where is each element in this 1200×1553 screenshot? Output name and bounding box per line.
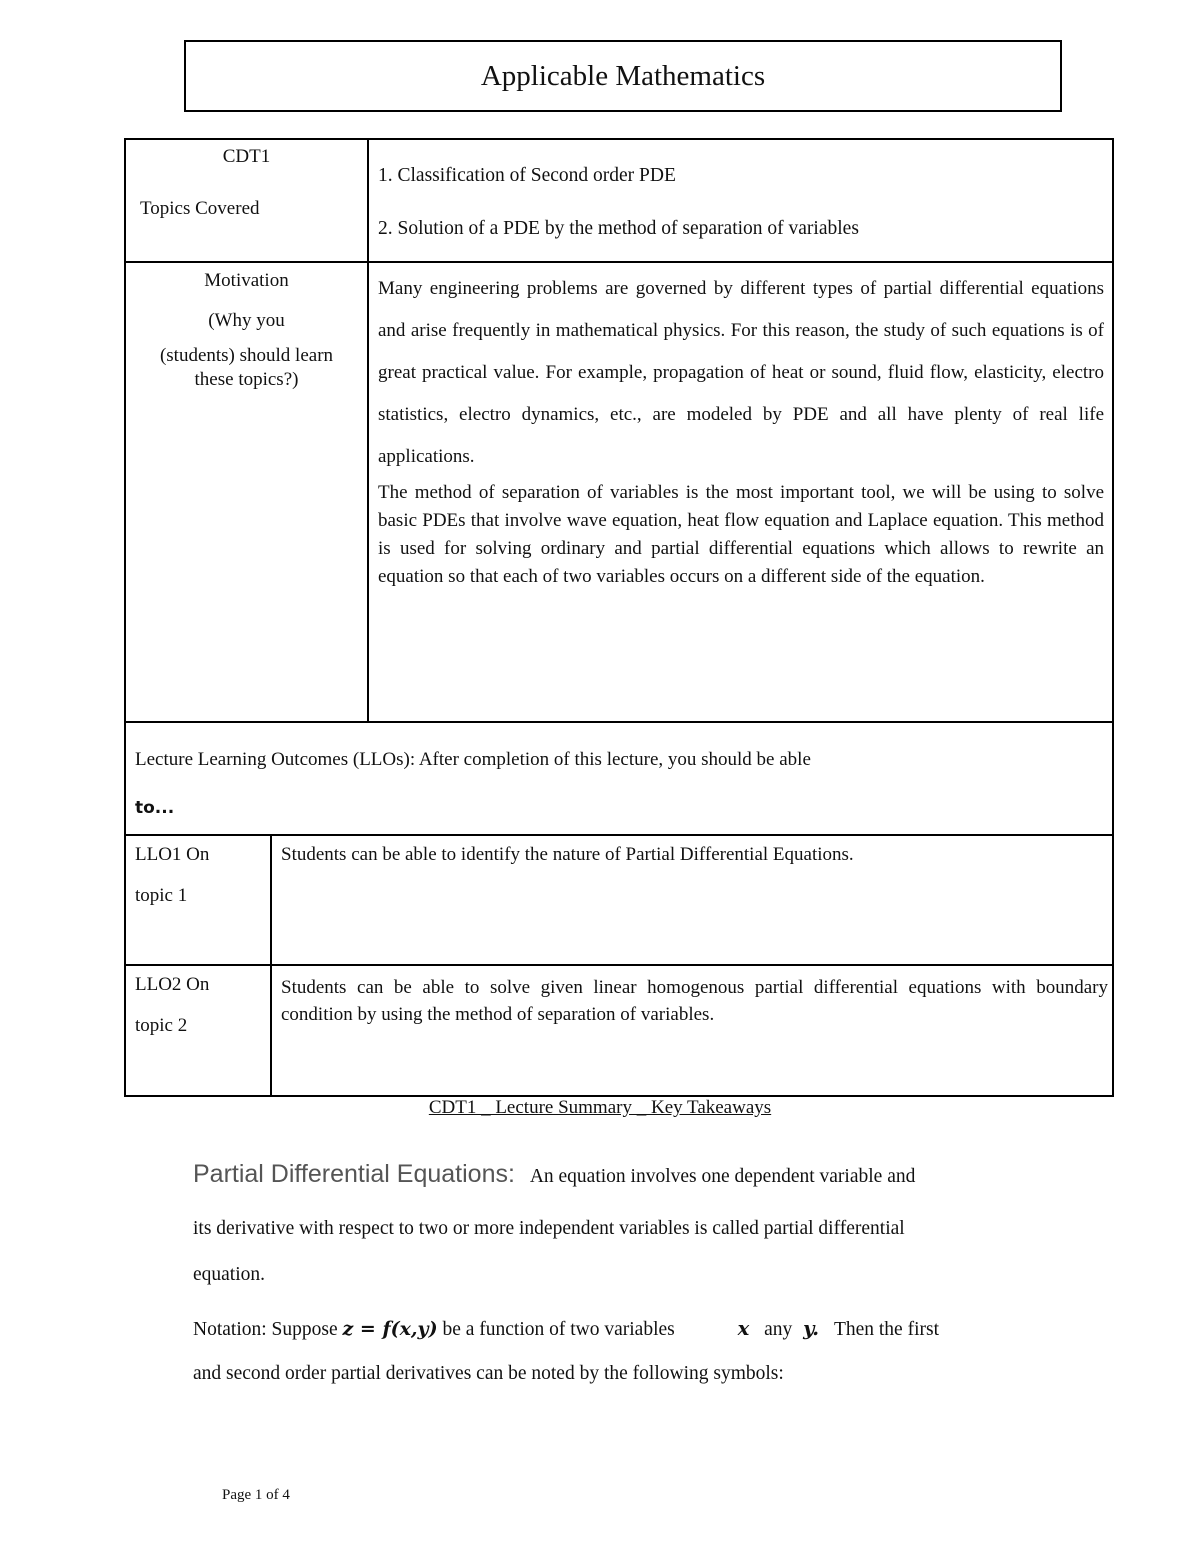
llo2-label-line1: LLO2 On bbox=[135, 974, 210, 995]
table-divider bbox=[124, 834, 1114, 836]
pde-heading: Partial Differential Equations: bbox=[193, 1160, 515, 1188]
page-number: Page 1 of 4 bbox=[222, 1487, 290, 1503]
llo2-label bbox=[135, 974, 209, 1037]
notation-x: x bbox=[737, 1317, 750, 1340]
notation-formula: z = f(x,y) bbox=[342, 1318, 438, 1340]
motivation-label: Motivation bbox=[204, 270, 289, 291]
llo1-label-line1: LLO1 On bbox=[135, 844, 210, 865]
llo1-text: Students can be able to identify the nature of Partial Differential Equations. bbox=[281, 844, 854, 865]
llo1-label bbox=[135, 844, 209, 907]
llo1-label-line2: topic 1 bbox=[135, 885, 188, 906]
motivation-paragraph-2: The method of separation of variables is the most important tool, we will be using to solve basic PDEs that involve wave equation, heat flow equation and Laplace equation. This method is used for solving ordinary and partial differential equations which allows to rewrite an equation so that each of two variables occurs on a different side of the equation. bbox=[378, 482, 1104, 587]
notation-any: any bbox=[764, 1319, 793, 1340]
table-divider bbox=[124, 721, 1114, 723]
notation-line bbox=[193, 1317, 939, 1341]
llo2-text: Students can be able to solve given linear homogenous partial differential equations with boundary condition by using the method of separation of variables. bbox=[281, 977, 1108, 1025]
table-divider bbox=[270, 834, 272, 1096]
notation-y: y. bbox=[803, 1317, 820, 1340]
table-divider bbox=[124, 261, 1114, 263]
table-divider bbox=[367, 138, 369, 722]
motivation-label-cell bbox=[126, 270, 367, 391]
notation-prefix: Notation: Suppose bbox=[193, 1319, 338, 1340]
llo-intro-continued: to... bbox=[135, 798, 175, 818]
cdt-label-cell bbox=[126, 146, 367, 168]
document-title: Applicable Mathematics bbox=[480, 59, 766, 92]
notation-then: Then the first bbox=[833, 1319, 939, 1340]
summary-title: CDT1 _ Lecture Summary _ Key Takeaways bbox=[428, 1097, 772, 1118]
motivation-sublabel-3: these topics?) bbox=[194, 369, 299, 390]
pde-definition-line2: its derivative with respect to two or more independent variables is called partial differential bbox=[193, 1218, 905, 1239]
pde-definition-text: An equation involves one dependent variable and bbox=[529, 1166, 916, 1187]
motivation-sublabel-1: (Why you bbox=[208, 310, 285, 331]
pde-definition-line1 bbox=[193, 1160, 915, 1189]
llo-intro: Lecture Learning Outcomes (LLOs): After completion of this lecture, you should be able bbox=[135, 749, 811, 770]
topics-covered-label: Topics Covered bbox=[140, 198, 260, 219]
notation-mid: be a function of two variables bbox=[442, 1319, 675, 1340]
llo2-label-line2: topic 2 bbox=[135, 1015, 188, 1036]
cdt-label: CDT1 bbox=[222, 146, 271, 167]
document-title-box bbox=[184, 40, 1062, 112]
topic-item-2: 2. Solution of a PDE by the method of separation of variables bbox=[378, 218, 859, 239]
table-divider bbox=[124, 964, 1114, 966]
notation-line2: and second order partial derivatives can be noted by the following symbols: bbox=[193, 1363, 784, 1384]
pde-definition-line3: equation. bbox=[193, 1264, 266, 1285]
motivation-paragraph-1: Many engineering problems are governed by different types of partial differential equations and arise frequently in mathematical physics. For this reason, the study of such equations is of great practical value. For example, propagation of heat or sound, fluid flow, elasticity, electro statistics, electro dynamics, etc., are modeled by PDE and all have plenty of real life applications. bbox=[378, 278, 1104, 467]
motivation-sublabel-2: (students) should learn bbox=[159, 345, 334, 366]
topic-item-1: 1. Classification of Second order PDE bbox=[378, 165, 676, 186]
